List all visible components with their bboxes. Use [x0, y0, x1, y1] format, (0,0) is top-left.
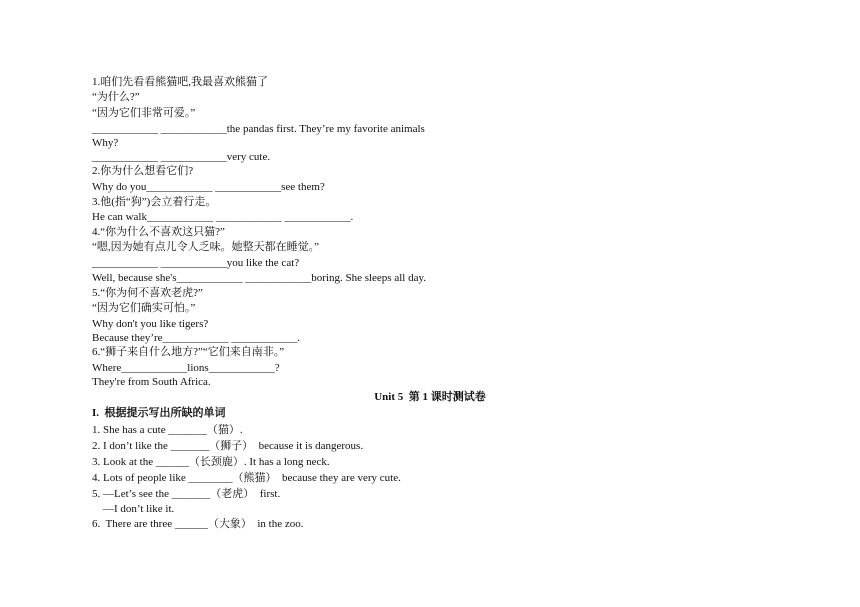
text-line: 3.他(指“狗”)会立着行走。 — [92, 196, 217, 208]
text-line: ____________ ____________very cute. — [92, 151, 271, 163]
text-line: “嗯,因为她有点儿令人乏味。她整天都在睡觉。” — [92, 241, 320, 253]
section-heading: I. 根据提示写出所缺的单词 — [92, 407, 226, 419]
text-line: ____________ ____________you like the cat? — [92, 257, 300, 269]
text-line: Well, because she's____________ ____________boring. She sleeps all day. — [92, 272, 426, 284]
text-line: Where____________lions____________? — [92, 362, 280, 374]
text-line: They're from South Africa. — [92, 376, 211, 388]
text-line: 5.“你为何不喜欢老虎?” — [92, 287, 203, 299]
question-line: 4. Lots of people like ________（熊猫） because they are very cute. — [92, 472, 401, 484]
text-line: 1.咱们先看看熊猫吧,我最喜欢熊猫了 — [92, 76, 268, 88]
question-line: 3. Look at the ______（长颈鹿）. It has a long neck. — [92, 456, 330, 468]
text-line: Why do you____________ ____________see them? — [92, 181, 325, 193]
text-line: ____________ ____________the pandas first. They’re my favorite animals — [92, 123, 425, 135]
question-line: 1. She has a cute _______（猫）. — [92, 424, 243, 436]
unit-title: Unit 5 第 1 课时测试卷 — [374, 391, 486, 403]
text-line: Because they’re____________ ____________. — [92, 332, 301, 344]
question-line: 5. —Let’s see the _______（老虎） first. — [92, 488, 281, 500]
question-line: 2. I don’t like the _______（狮子） because it is dangerous. — [92, 440, 364, 452]
text-line: “因为它们确实可怕。” — [92, 302, 196, 314]
text-line: 6.“狮子来自什么地方?”“它们来自南非。” — [92, 346, 285, 358]
text-line: Why? — [92, 137, 119, 149]
question-line: 6. There are three ______（大象） in the zoo. — [92, 518, 304, 530]
question-line: —I don’t like it. — [92, 503, 175, 515]
text-line: He can walk____________ ____________ ____________. — [92, 211, 354, 223]
text-line: Why don't you like tigers? — [92, 318, 209, 330]
text-line: 2.你为什么想看它们? — [92, 165, 194, 177]
text-line: 4.“你为什么不喜欢这只猫?” — [92, 226, 225, 238]
text-line: “因为它们非常可爱。” — [92, 107, 196, 119]
text-line: “为什么?” — [92, 91, 140, 103]
